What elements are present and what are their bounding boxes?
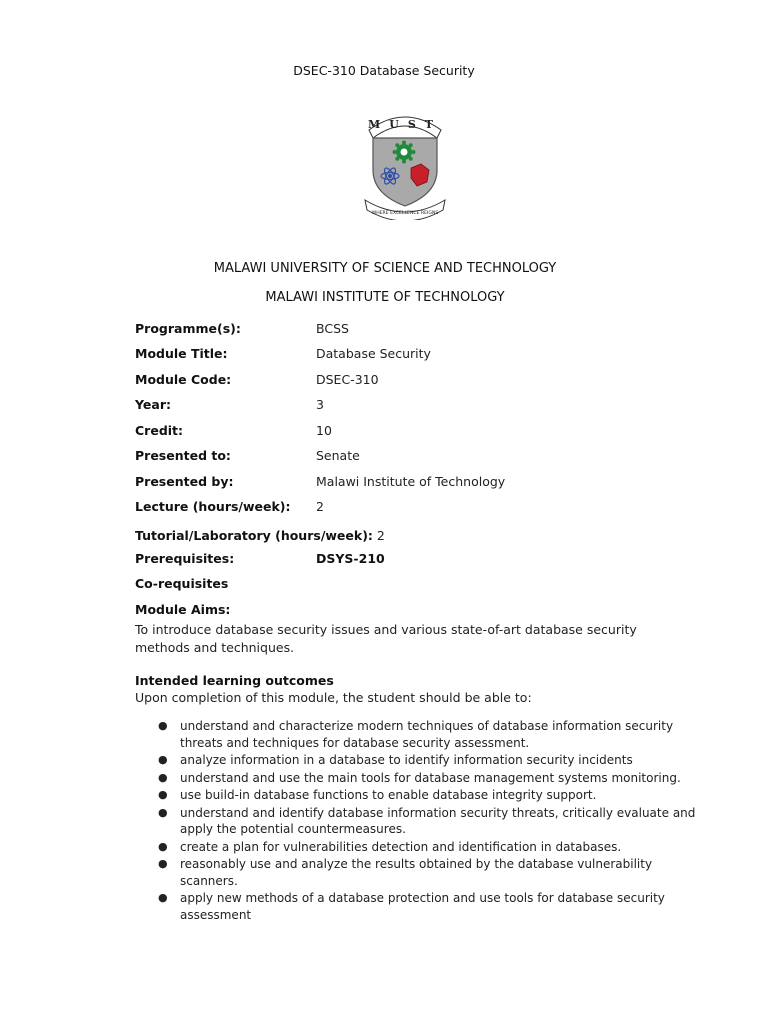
university-name: MALAWI UNIVERSITY OF SCIENCE AND TECHNOLOGY [213,261,557,276]
info-row-credit [135,423,695,441]
logo-acronym: MUST [368,118,442,131]
list-item: ● create a plan for vulnerabilities detection and identification in databases. [158,839,622,854]
info-label: Programme(s): [135,321,241,336]
info-label: Credit: [135,423,184,438]
info-row-corequisites [135,576,695,594]
list-item: ● analyze information in a database to identify information security incidents [158,753,633,767]
module-aims-heading: Module Aims: [135,602,231,617]
info-row-module-code [135,372,695,390]
info-row-year [135,397,695,415]
info-row-presented-by [135,474,695,492]
list-item: ● understand and identify database information security threats, critically evaluate and apply the potential countermeasures. [158,805,696,836]
document-title: DSEC-310 Database Security [293,63,475,78]
list-item: ● apply new methods of a database protection and use tools for database security assessment [158,891,665,922]
bullet-icon: ● [158,805,168,819]
list-item: ● understand and characterize modern techniques of database information security threats and techniques for database security assessment. [158,719,674,750]
bullet-icon: ● [158,857,168,870]
bullet-icon: ● [158,719,168,732]
info-label: Prerequisites: [135,551,235,566]
info-label: Module Code: [135,372,232,387]
module-aims-text: To introduce database security issues and various state-of-art database security methods and techniques. [135,622,637,655]
info-value: 2 [316,499,324,514]
info-label: Module Title: [135,346,228,361]
info-value: Malawi Institute of Technology [316,474,506,489]
gear-icon [393,141,416,164]
university-logo [359,108,451,220]
info-row-tutorial-hours [135,525,695,543]
bullet-icon: ● [158,839,168,853]
info-value: Senate [316,448,360,463]
bullet-icon: ● [158,753,168,766]
list-item: ● use build-in database functions to enable database integrity support. [158,788,597,802]
bullet-icon: ● [158,788,168,801]
info-label: Presented by: [135,474,234,489]
info-label: Presented to: [135,448,231,463]
institute-name: MALAWI INSTITUTE OF TECHNOLOGY [265,290,505,305]
info-value: 10 [316,423,332,438]
info-value: BCSS [316,321,349,336]
bullet-icon: ● [158,891,168,904]
info-value: 3 [316,397,324,412]
info-row-programme [135,321,695,339]
info-label: Tutorial/Laboratory (hours/week): [135,528,373,543]
outcomes-list [158,718,698,924]
outcomes-heading: Intended learning outcomes [135,673,334,688]
logo-motto: WHERE EXCELLENCE REIGNS [371,211,439,216]
info-label: Lecture (hours/week): [135,499,291,514]
info-row-presented-to [135,448,695,466]
info-value: 2 [376,528,385,543]
info-value: DSYS-210 [316,551,385,566]
list-item: ● reasonably use and analyze the results obtained by the database vulnerability scanners. [158,857,653,888]
info-value: Database Security [316,346,431,361]
info-row-lecture-hours [135,499,695,517]
list-item: ● understand and use the main tools for database management systems monitoring. [158,770,681,785]
info-label: Co-requisites [135,576,229,591]
bullet-icon: ● [158,770,168,784]
info-row-prerequisites [135,551,695,569]
outcomes-intro: Upon completion of this module, the student should be able to: [135,690,532,705]
info-row-module-title [135,346,695,364]
info-label: Year: [135,397,171,412]
info-value: DSEC-310 [316,372,379,387]
